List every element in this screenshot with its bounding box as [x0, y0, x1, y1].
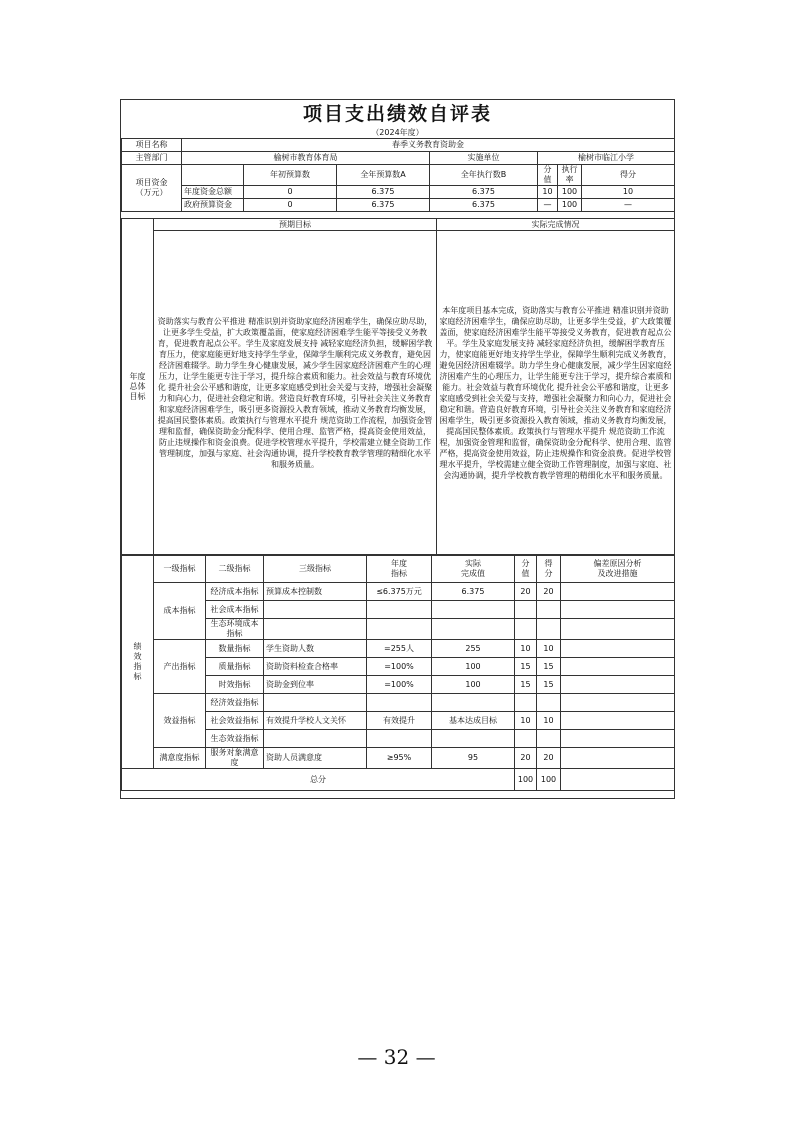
eco-benefit-l2: 生态效益指标 [206, 730, 264, 748]
social-actual: 基本达成目标 [432, 712, 515, 730]
time-score: 15 [515, 676, 537, 694]
score-header: 分值 [538, 165, 558, 186]
dept-label: 主管部门 [122, 152, 182, 165]
goal-table [121, 218, 675, 555]
goal-actual-text: 本年度项目基本完成，资助落实与教育公平推进 精准识别并资助家庭经济困难学生，确保应助尽助，让更多学生受益，扩大政策覆盖面，使家庭经济困难学生能平等接受义务教育，促进教育起点公平。学生及家庭发展支持 减轻家庭经济负担，缓解困学教育压力，使家庭能更好地支持学生学业，保障学生顺利完成义务教育，避免因经济困难辍学。助力学生身心健康发展，减少学生因家庭经济困难产生的心理压力，让学生能更专注于学习，提升综合素质和能力。社会效益与教育环境优化 提升社会公平感和谐度，让更多家庭感受到社会关爱与支持，增强社会凝聚力和向心力，促进社会稳定和谐。营造良好教育环境，引导社会关注义务教育和家庭经济困难学生，吸引更多资源投入教育领域，推动义务教育均衡发展，提高国民整体素质。政策执行与管理水平提升 规范资助工作流程，加强资金管理和监督，确保资助金分配科学、使用合理、监管严格，提高资金使用效益，防止违规操作和资金浪费。促进学校管理水平提升，学校需建立健全资助工作管理制度，加强与家庭、社会沟通协调，提升学校教育教学管理的精细化水平和服务质量。 [437, 231, 675, 555]
qual-get: 15 [537, 658, 561, 676]
get-score-header: 得分 [582, 165, 675, 186]
gov-get: — [582, 199, 675, 212]
total-annual: 0 [244, 186, 337, 199]
cost-econ-actual: 6.375 [432, 583, 515, 601]
total-score: 10 [538, 186, 558, 199]
actual-value-header: 实际 完成值 [432, 556, 515, 583]
qty-score: 10 [515, 640, 537, 658]
social-target: 有效提升 [367, 712, 432, 730]
qual-target: =100% [367, 658, 432, 676]
time-l3: 资助金到位率 [264, 676, 367, 694]
total-exec: 6.375 [430, 186, 538, 199]
gov-exec: 6.375 [430, 199, 538, 212]
qty-actual: 255 [432, 640, 515, 658]
sat-target: ≥95% [367, 748, 432, 769]
social-benefit-l2: 社会效益指标 [206, 712, 264, 730]
time-target: =100% [367, 676, 432, 694]
goal-expected-text: 资助落实与教育公平推进 精准识别并资助家庭经济困难学生，确保应助尽助，让更多学生受益，扩大政策覆盖面，使家庭经济困难学生能平等接受义务教育，促进教育起点公平。学生及家庭发展支持 减轻家庭经济负担，缓解困学教育压力，使家庭能更好地支持学生学业，保障学生顺利完成义务教育，避免因经济困难辍学。助力学生身心健康发展，减少学生因家庭经济困难产生的心理压力，让学生能更专注于学习，提升综合素质和能力。社会效益与教育环境优化 提升社会公平感和谐度，让更多家庭感受到社会关爱与支持，增强社会凝聚力和向心力，促进社会稳定和谐。营造良好教育环境，引导社会关注义务教育和家庭经济困难学生，吸引更多资源投入教育领域，推动义务教育均衡发展，提高国民整体素质。政策执行与管理水平提升 规范资助工作流程，加强资金管理和监督，确保资助金分配科学、使用合理、监管严格，提高资金使用效益，防止违规操作和资金浪费。促进学校管理水平提升，学校需建立健全资助工作管理制度，加强与家庭、社会沟通协调，提升学校教育教学管理的精细化水平和服务质量。 [154, 231, 437, 555]
year-label: （2024年度） [371, 128, 424, 137]
qty-target: =255人 [367, 640, 432, 658]
qty-l3: 学生资助人数 [264, 640, 367, 658]
indicator-table [121, 555, 675, 791]
annual-total-label: 年度资金总额 [182, 186, 244, 199]
gov-score: — [538, 199, 558, 212]
sat-score: 20 [515, 748, 537, 769]
impl-label: 实施单位 [430, 152, 538, 165]
page-title: 项目支出绩效自评表 [302, 103, 492, 125]
benefit-l1: 效益指标 [154, 694, 206, 748]
econ-benefit-l2: 经济效益指标 [206, 694, 264, 712]
get-col-header: 得 分 [537, 556, 561, 583]
social-get: 10 [537, 712, 561, 730]
cost-eco-l2: 生态环境成本指标 [206, 619, 264, 640]
cost-econ-target: ≤6.375万元 [367, 583, 432, 601]
sat-l3: 资助人员满意度 [264, 748, 367, 769]
qual-score: 15 [515, 658, 537, 676]
score-col-header: 分 值 [515, 556, 537, 583]
l3-header: 三级指标 [264, 556, 367, 583]
gov-full: 6.375 [337, 199, 430, 212]
qty-l2: 数量指标 [206, 640, 264, 658]
expected-header: 预期目标 [154, 219, 437, 231]
output-l1: 产出指标 [154, 640, 206, 694]
funds-table [121, 138, 675, 212]
qty-get: 10 [537, 640, 561, 658]
total-get: 10 [582, 186, 675, 199]
total-label: 总分 [122, 769, 515, 791]
sat-actual: 95 [432, 748, 515, 769]
total-get-value: 100 [537, 769, 561, 791]
gov-rate: 100 [558, 199, 582, 212]
gov-budget-label: 政府预算资金 [182, 199, 244, 212]
time-get: 15 [537, 676, 561, 694]
total-full: 6.375 [337, 186, 430, 199]
page-number: — 32 — [357, 1045, 436, 1069]
cost-social-l2: 社会成本指标 [206, 601, 264, 619]
project-name-value: 春季义务教育资助金 [182, 139, 675, 152]
goal-label: 年度 总体 目标 [122, 219, 154, 555]
annual-budget-header: 年初预算数 [244, 165, 337, 186]
sat-l2: 服务对象满意度 [206, 748, 264, 769]
social-l3: 有效提升学校人文关怀 [264, 712, 367, 730]
cost-econ-get: 20 [537, 583, 561, 601]
time-actual: 100 [432, 676, 515, 694]
sat-l1: 满意度指标 [154, 748, 206, 769]
gov-annual: 0 [244, 199, 337, 212]
l2-header: 二级指标 [206, 556, 264, 583]
actual-header: 实际完成情况 [437, 219, 675, 231]
funds-label: 项目资金 （万元） [122, 165, 182, 212]
cost-l1: 成本指标 [154, 583, 206, 640]
l1-header: 一级指标 [154, 556, 206, 583]
target-header: 年度 指标 [367, 556, 432, 583]
social-score: 10 [515, 712, 537, 730]
cost-econ-score: 20 [515, 583, 537, 601]
exec-rate-header: 执行率 [558, 165, 582, 186]
cost-econ-l2: 经济成本指标 [206, 583, 264, 601]
sat-get: 20 [537, 748, 561, 769]
perf-label: 绩 效 指 标 [122, 556, 154, 769]
impl-value: 榆树市临江小学 [538, 152, 675, 165]
reason-header: 偏差原因分析 及改进措施 [561, 556, 675, 583]
qual-l2: 质量指标 [206, 658, 264, 676]
qual-actual: 100 [432, 658, 515, 676]
total-score-value: 100 [515, 769, 537, 791]
total-rate: 100 [558, 186, 582, 199]
cost-econ-l3: 预算成本控制数 [264, 583, 367, 601]
full-exec-header: 全年执行数B [430, 165, 538, 186]
project-name-label: 项目名称 [122, 139, 182, 152]
evaluation-sheet [120, 99, 675, 799]
full-budget-header: 全年预算数A [337, 165, 430, 186]
dept-value: 榆树市教育体育局 [182, 152, 430, 165]
time-l2: 时效指标 [206, 676, 264, 694]
qual-l3: 资助资料检查合格率 [264, 658, 367, 676]
